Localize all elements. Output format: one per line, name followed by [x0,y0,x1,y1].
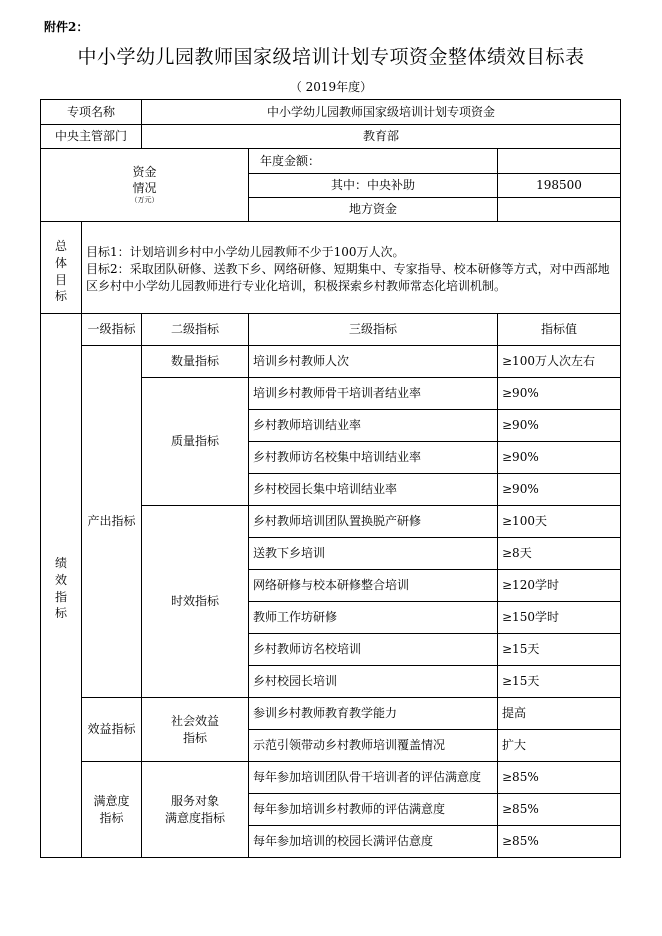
project-name-label: 专项名称 [66,104,115,119]
row-value-12: 提高 [502,706,527,721]
row-value-5: ≥90% [502,482,539,497]
header-level1: 一级指标 [87,322,136,337]
row-value-8: ≥120学时 [502,578,559,593]
row-value-6: ≥100天 [502,514,547,529]
funds-label [41,149,248,221]
level2-timeliness: 时效指标 [170,594,219,609]
row-name-5: 乡村校园长集中培训结业率 [253,482,398,497]
funds-label-line1: 资金 [132,165,157,180]
goal-2: 目标2：采取团队研修、送教下乡、网络研修、短期集中、专家指导、校本研修等方式，对中西部地区乡村中小学幼儿园教师进行专业化培训，积极探索乡村教师常态化培训机制。 [86,261,610,293]
row-name-16: 每年参加培训的校园长满评估意度 [253,834,434,849]
row-name-8: 网络研修与校本研修整合培训 [253,578,410,593]
goal-1: 目标1：计划培训乡村中小学幼儿园教师不少于100万人次。 [86,245,405,259]
table-border-right [620,99,621,858]
department-value: 教育部 [362,129,399,144]
row-value-16: ≥85% [502,834,539,849]
level1-benefit: 效益指标 [87,722,136,737]
overall-goals-label: 总体目标 [54,239,67,304]
year-label: （ 2019年度） [289,80,373,94]
performance-indicators-label: 绩效指标 [54,556,67,621]
row-value-13: 扩大 [502,738,527,753]
level2-social-line2: 指标 [182,730,207,745]
header-level2: 二级指标 [170,322,219,337]
level2-quantity: 数量指标 [170,354,219,369]
central-subsidy-label: 其中：中央补助 [330,178,415,193]
row-name-7: 送教下乡培训 [253,546,326,561]
row-name-13: 示范引领带动乡村教师培训覆盖情况 [253,738,446,753]
level2-social-line1: 社会效益 [170,714,219,729]
row-value-1: ≥100万人次左右 [502,354,595,369]
department-label: 中央主管部门 [54,129,127,144]
row-value-15: ≥85% [502,802,539,817]
level1-satisfaction: 满意度指标 [93,794,130,825]
row-value-4: ≥90% [502,450,539,465]
page-title: 中小学幼儿园教师国家级培训计划专项资金整体绩效目标表 [77,46,585,68]
overall-goals-text [86,244,616,294]
row-value-3: ≥90% [502,418,539,433]
attachment-label: 附件2： [44,20,89,34]
level2-social-benefit [142,698,248,761]
row-name-10: 乡村教师访名校培训 [253,642,362,657]
level2-service-line1: 服务对象 [170,794,219,809]
project-name-value: 中小学幼儿园教师国家级培训计划专项资金 [266,104,495,119]
funds-unit: （万元） [130,196,159,205]
funds-label-line2: 情况 [132,181,157,196]
local-funds-label: 地方资金 [348,202,397,217]
annual-amount-label: 年度金额： [260,153,321,168]
level2-service-satisfaction [142,762,248,857]
row-name-6: 乡村教师培训团队置换脱产研修 [253,514,422,529]
level2-service-line2: 满意度指标 [164,810,225,825]
row-name-1: 培训乡村教师人次 [253,354,350,369]
row-name-15: 每年参加培训乡村教师的评估满意度 [253,802,446,817]
row-name-4: 乡村教师访名校集中培训结业率 [253,450,422,465]
row-value-11: ≥15天 [502,674,540,689]
annual-amount-value [498,149,620,173]
level2-quality: 质量指标 [170,434,219,449]
row-name-14: 每年参加培训团队骨干培训者的评估满意度 [253,770,482,785]
row-name-3: 乡村教师培训结业率 [253,418,362,433]
table-border-bottom [40,857,621,858]
header-value: 指标值 [540,322,577,337]
local-funds-value [498,198,620,221]
central-subsidy-value: 198500 [536,178,582,193]
row-value-7: ≥8天 [502,546,532,561]
row-name-11: 乡村校园长培训 [253,674,338,689]
row-name-2: 培训乡村教师骨干培训者结业率 [253,386,422,401]
row-name-9: 教师工作坊研修 [253,610,338,625]
row-divider [40,221,621,222]
row-value-14: ≥85% [502,770,539,785]
row-name-12: 参训乡村教师教育教学能力 [253,706,398,721]
row-value-2: ≥90% [502,386,539,401]
header-level3: 三级指标 [348,322,397,337]
row-value-9: ≥150学时 [502,610,559,625]
level1-output: 产出指标 [87,514,136,529]
row-value-10: ≥15天 [502,642,540,657]
